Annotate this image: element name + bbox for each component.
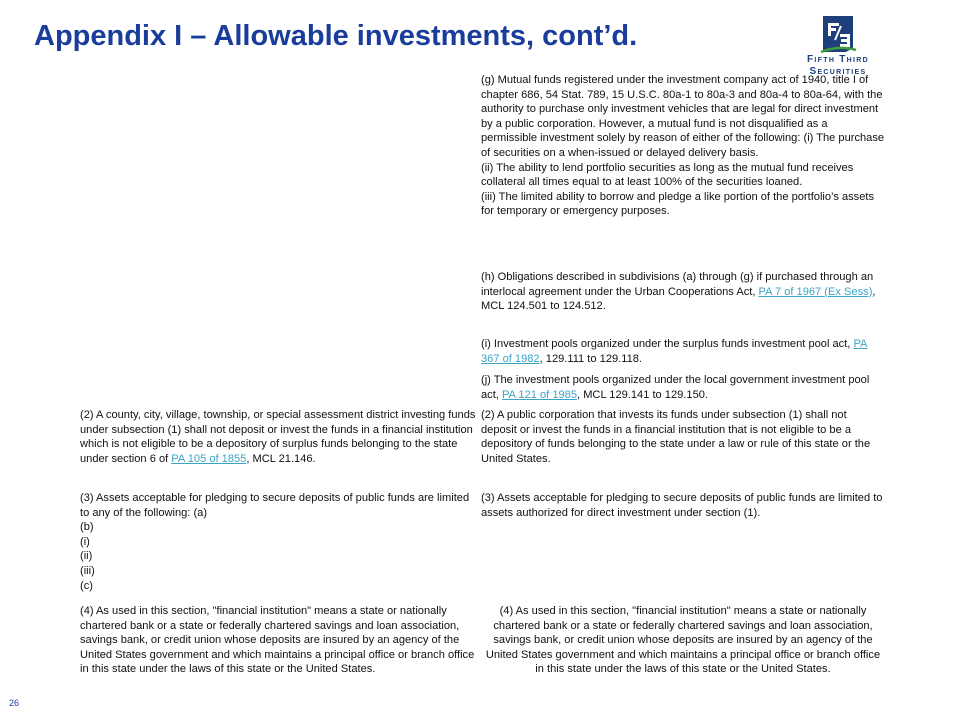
page-number: 26 [9,698,20,708]
pa-7-of-1967-link[interactable]: PA 7 of 1967 (Ex Sess) [758,285,873,298]
pa-105-of-1855-link[interactable]: PA 105 of 1855 [171,452,247,465]
restriction-left-text: (2) A county, city, village, township, or special assessment district investing funds under subsection (1) shall not deposit or invest the funds in a financial institution which is not eligible to be a depository of surplus funds belonging to the state under section 6 of [80,409,476,465]
pledging-left-item-b: (b) [80,521,94,534]
restriction-left-citation: , MCL 21.146. [246,452,316,465]
pledging-left-item-iii: (iii) [80,564,95,577]
surplus-funds-pool-clause-i [481,337,885,369]
local-government-pool-clause-j [481,373,885,405]
depository-restriction-left [80,408,480,486]
clause-h-citation: , MCL 124.501 to 124.512. [481,285,876,313]
clause-g-paragraph: (g) Mutual funds registered under the investment company act of 1940, title I of chapter 686, 54 Stat. 789, 15 U.S.C. 80a-1 to 80a-3 and 80a-4 to 80a-64, with the authority to purchase only investment vehicles that are legal for direct investment by a public corporation. However, a mutual fund is not disqualified as a permissible investment solely by reason of either of the following: (i) The purchase of securities on a when-issued or delayed delivery basis. [481,74,885,159]
pledging-left-intro: (3) Assets acceptable for pledging to secure deposits of public funds are limited to any of the following: (a) [80,492,470,519]
definition-left-text: (4) As used in this section, "financial institution" means a state or nationally chartered bank or a state or federally chartered savings and loan association, savings bank, or credit union whose deposits are insured by an agency of the United States government and which maintains a principal office or branch office in this state under the laws of this state or the United States. [80,605,475,676]
financial-institution-definition-left [80,604,480,700]
clause-g-item-iii: (iii) The limited ability to borrow and pledge a like portion of the portfolio’s assets for temporary or emergency purposes. [481,190,875,218]
clause-j-citation: , MCL 129.141 to 129.150. [577,388,708,401]
clause-h-text: (h) Obligations described in subdivisions (a) through (g) if purchased through an interlocal agreement under the Urban Cooperations Act, [481,271,874,298]
pledging-left-item-i: (i) [80,535,90,548]
fifth-third-logo-mark-icon [819,14,857,54]
clause-i-text: (i) Investment pools organized under the surplus funds investment pool act, [481,338,854,350]
clause-j-text: (j) The investment pools organized under the local government investment pool act, [481,374,870,401]
mutual-funds-clause-g [481,73,885,265]
pa-367-of-1982-link[interactable]: PA 367 of 1982 [481,338,868,365]
pa-121-of-1985-link[interactable]: PA 121 of 1985 [501,388,578,401]
pledging-left-item-ii: (ii) [80,550,93,563]
pledging-right-text: (3) Assets acceptable for pledging to secure deposits of public funds are limited to assets authorized for direct investment under section (1). [481,492,883,519]
clause-g-item-ii: (ii) The ability to lend portfolio securities as long as the mutual fund receives collateral all times equal to at least 100% of the securities loaned. [481,161,854,189]
pledging-left-item-c: (c) [80,579,93,592]
definition-right-text: (4) As used in this section, "financial institution" means a state or nationally chartered bank or a state or federally chartered savings and loan association, savings bank, or credit union whose deposits are insured by an agency of the United States government and which maintains a principal office or branch office in this state under the laws of this state or the United States. [485,605,881,676]
interlocal-agreement-clause-h [481,270,885,332]
logo-name: Fifth Third [807,54,869,65]
fifth-third-logo [782,14,894,76]
restriction-right-text: (2) A public corporation that invests its funds under subsection (1) shall not deposit or invest the funds in a financial institution that is not eligible to be a depository of funds belonging to the state under a law or rule of this state or the United States. [481,409,871,465]
pledging-assets-left [80,491,480,601]
clause-i-citation: , 129.111 to 129.118. [539,352,643,365]
logo-subtitle: Securities [809,66,867,76]
slide-title: Appendix I – Allowable investments, cont’d. [34,20,638,52]
depository-restriction-right [481,408,885,472]
pledging-assets-right [481,491,885,541]
financial-institution-definition-right [481,604,885,700]
